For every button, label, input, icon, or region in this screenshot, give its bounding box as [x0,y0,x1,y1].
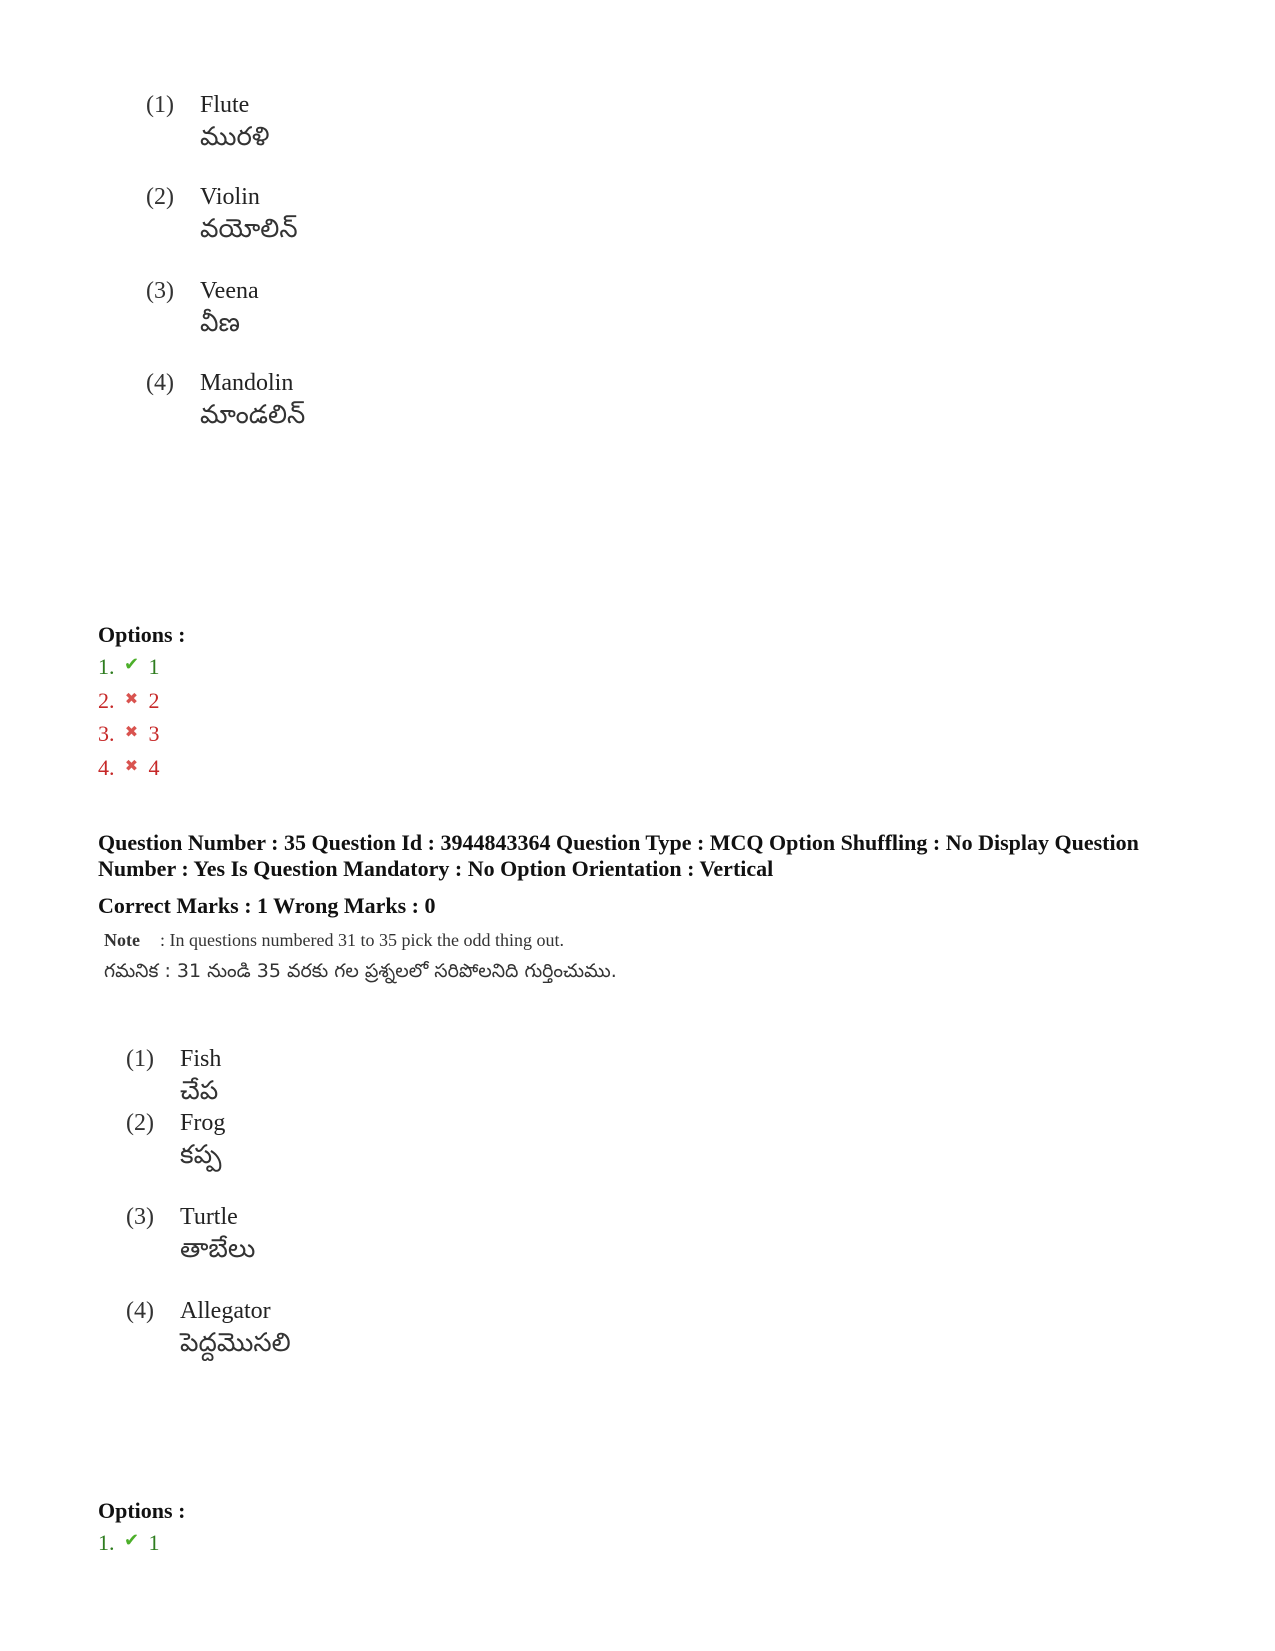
choice-english: Turtle [180,1204,238,1230]
choice-english: Mandolin [200,370,294,396]
choice-telugu: చేప [180,1076,219,1106]
option-value: 1 [148,654,160,679]
choice-number: (3) [126,1204,154,1230]
check-icon: ✔ [123,1530,140,1550]
question-note [104,930,564,951]
option-4[interactable] [98,755,160,781]
check-icon: ✔ [123,654,140,674]
cross-icon: ✖ [124,724,139,741]
question-marks: Correct Marks : 1 Wrong Marks : 0 [98,893,436,918]
choice-number: (3) [146,278,174,304]
choice-english: Flute [200,92,250,118]
choice-telugu: తాబేలు [180,1234,256,1264]
choice-english: Allegator [180,1298,271,1324]
choice-number: (1) [126,1046,154,1072]
q34-choices [146,92,566,442]
cross-icon: ✖ [124,691,139,708]
choice-telugu: మాండలిన్ [200,400,306,430]
choice-english: Violin [200,184,260,210]
option-number: 2. [98,688,115,713]
option-1[interactable] [98,1530,160,1556]
choice-number: (1) [146,92,174,118]
choice-english: Fish [180,1046,222,1072]
option-value: 1 [148,1530,160,1555]
choice-telugu: వయోలిన్ [200,214,298,244]
note-text: : In questions numbered 31 to 35 pick the odd thing out. [160,930,564,950]
note-label: Note [104,930,140,950]
choice-number: (4) [126,1298,154,1324]
choice-telugu: వీణ [200,308,240,338]
options-title: Options : [98,1498,186,1523]
option-value: 3 [148,721,160,746]
choice-number: (4) [146,370,174,396]
choice-number: (2) [126,1110,154,1136]
option-number: 4. [98,755,115,780]
option-2[interactable] [98,688,160,714]
option-1[interactable] [98,654,160,680]
choice-telugu: కప్ప [180,1140,222,1170]
option-number: 1. [98,1530,115,1555]
option-value: 4 [148,755,160,780]
choice-telugu: పెద్దమొసలి [180,1328,291,1358]
option-number: 3. [98,721,115,746]
option-3[interactable] [98,721,160,747]
cross-icon: ✖ [124,758,139,775]
q35-choices [126,1046,546,1366]
option-number: 1. [98,654,115,679]
choice-number: (2) [146,184,174,210]
choice-english: Frog [180,1110,226,1136]
choice-telugu: మురళి [200,122,270,152]
options-title: Options : [98,622,186,647]
question-meta: Question Number : 35 Question Id : 3944843364 Question Type : MCQ Option Shuffling : No Display Question Number : Yes Is Question Mandatory : No Option Orientation : Vertical [98,830,1139,881]
option-value: 2 [148,688,160,713]
choice-english: Veena [200,278,259,304]
question-note-telugu: గమనిక : 31 నుండి 35 వరకు గల ప్రశ్నలలో సరిపోలనిది గుర్తించుము. [104,960,617,982]
